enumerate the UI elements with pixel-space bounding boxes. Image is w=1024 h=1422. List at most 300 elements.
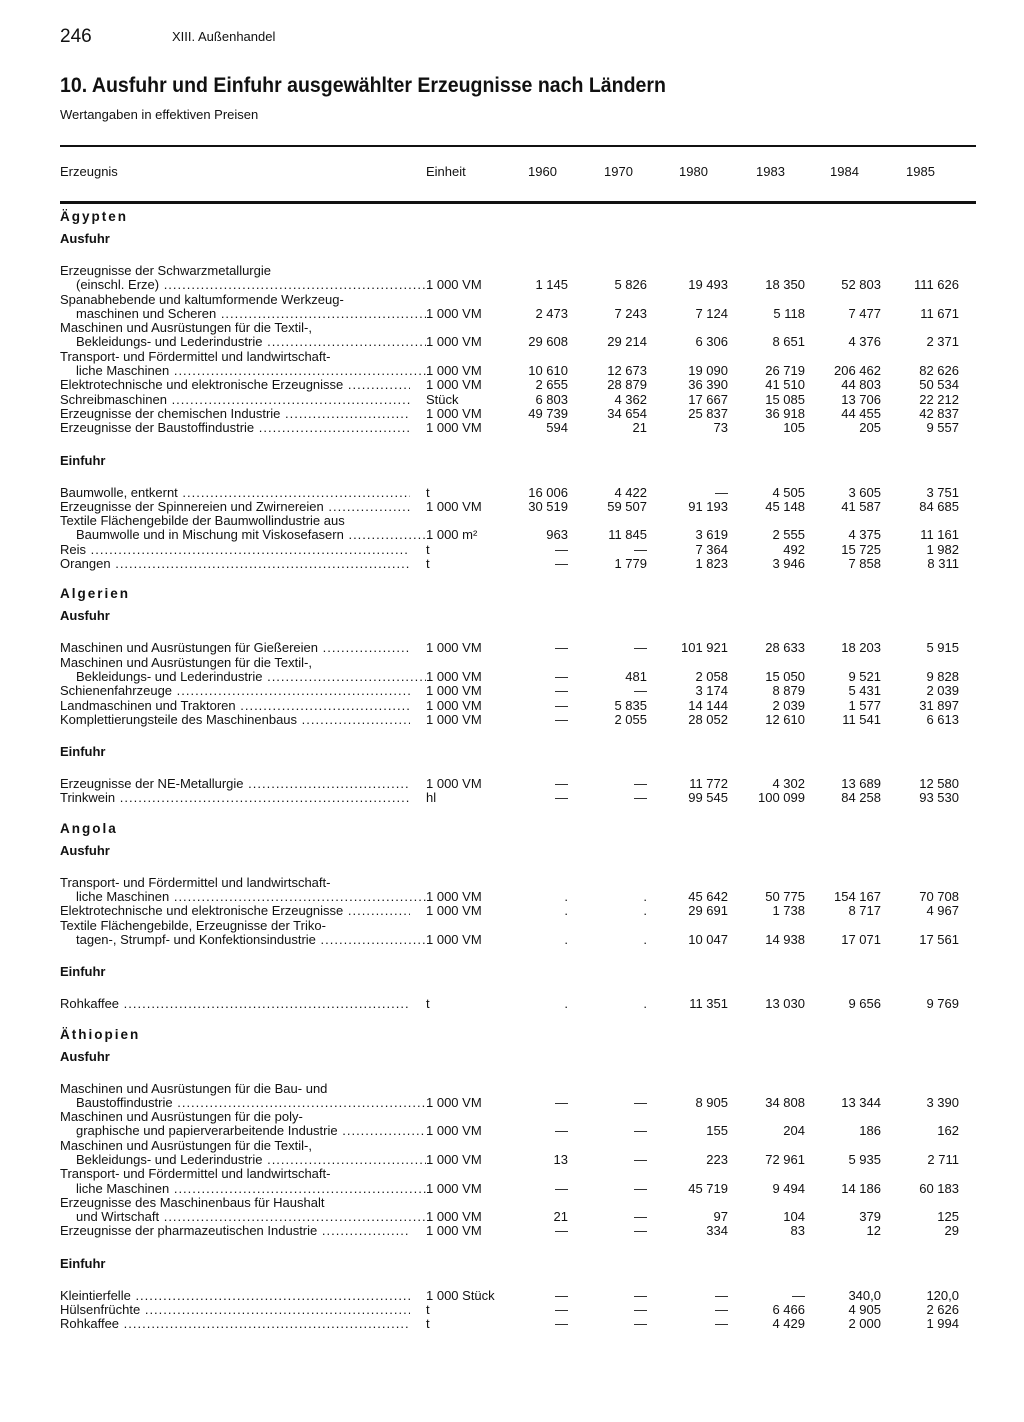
- product-label: Rohkaffee .....: [60, 997, 410, 1011]
- table-row-continued: [60, 264, 976, 278]
- product-label: Bekleidungs- und Lederindustrie .....: [60, 1153, 426, 1167]
- value-cell: .: [643, 889, 647, 905]
- value-cell: 1 994: [926, 1316, 959, 1332]
- value-cell: —: [715, 1287, 728, 1303]
- table-row-continued: [60, 919, 976, 933]
- table-row: [60, 997, 976, 1011]
- value-cell: 45 148: [765, 498, 805, 514]
- product-label: Baustoffindustrie .....: [60, 1096, 426, 1110]
- value-cell: 29 608: [528, 334, 568, 350]
- table-row: [60, 1182, 976, 1196]
- value-cell: 15 050: [765, 668, 805, 684]
- unit-cell: 1 000 VM: [426, 1180, 482, 1196]
- value-cell: .: [564, 931, 568, 947]
- value-cell: 30 519: [528, 498, 568, 514]
- value-cell: —: [555, 1316, 568, 1332]
- product-label: Maschinen und Ausrüstungen für die poly-: [60, 1110, 303, 1125]
- value-cell: 3 751: [926, 484, 959, 500]
- value-cell: 120,0: [926, 1287, 959, 1303]
- value-cell: —: [555, 1302, 568, 1318]
- value-cell: —: [555, 1287, 568, 1303]
- value-cell: 4 302: [772, 776, 805, 792]
- product-label: Bekleidungs- und Lederindustrie .....: [60, 670, 426, 684]
- value-cell: —: [634, 1287, 647, 1303]
- value-cell: —: [634, 1151, 647, 1167]
- product-label: maschinen und Scheren .....: [60, 307, 426, 321]
- value-cell: —: [634, 683, 647, 699]
- value-cell: —: [555, 776, 568, 792]
- product-label: Baumwolle und in Mischung mit Viskosefasern .....: [60, 528, 426, 542]
- value-cell: 19 493: [688, 277, 728, 293]
- header-1970: 1970: [604, 164, 633, 179]
- unit-cell: 1 000 VM: [426, 498, 482, 514]
- table-row: [60, 486, 976, 500]
- value-cell: 60 183: [919, 1180, 959, 1196]
- section-spacer: [60, 947, 976, 961]
- unit-cell: t: [426, 556, 430, 572]
- value-cell: 206 462: [834, 363, 881, 379]
- product-label: Erzeugnisse der pharmazeutischen Industrie .....: [60, 1224, 410, 1238]
- value-cell: 31 897: [919, 697, 959, 713]
- table-row: [60, 1124, 976, 1138]
- value-cell: 5 935: [848, 1151, 881, 1167]
- table-row-continued: [60, 1110, 976, 1124]
- value-cell: —: [555, 790, 568, 806]
- value-cell: 36 390: [688, 377, 728, 393]
- value-cell: —: [634, 640, 647, 656]
- product-label: Erzeugnisse der chemischen Industrie .....: [60, 407, 410, 421]
- value-cell: —: [792, 1287, 805, 1303]
- value-cell: —: [634, 1223, 647, 1239]
- value-cell: 481: [625, 668, 647, 684]
- value-cell: 14 144: [688, 697, 728, 713]
- table-row: [60, 407, 976, 421]
- table-row: [60, 1224, 976, 1238]
- value-cell: 7 243: [614, 305, 647, 321]
- value-cell: 29: [944, 1223, 959, 1239]
- value-cell: 1 738: [772, 903, 805, 919]
- value-cell: 17 071: [841, 931, 881, 947]
- value-cell: —: [634, 1209, 647, 1225]
- value-cell: 36 918: [765, 405, 805, 421]
- unit-cell: 1 000 VM: [426, 1094, 482, 1110]
- header-rule: [60, 201, 976, 204]
- section-spacer: [60, 983, 976, 997]
- value-cell: 25 837: [688, 405, 728, 421]
- header-1985: 1985: [906, 164, 935, 179]
- value-cell: 7 124: [695, 305, 728, 321]
- value-cell: .: [564, 903, 568, 919]
- value-cell: 5 835: [614, 697, 647, 713]
- table-row: [60, 528, 976, 542]
- unit-cell: 1 000 VM: [426, 363, 482, 379]
- value-cell: 52 803: [841, 277, 881, 293]
- value-cell: —: [634, 776, 647, 792]
- value-cell: 34 808: [765, 1094, 805, 1110]
- product-label: Erzeugnisse der Schwarzmetallurgie: [60, 264, 271, 278]
- header-1980: 1980: [679, 164, 708, 179]
- value-cell: 21: [553, 1209, 568, 1225]
- product-label: Kleintierfelle .....: [60, 1289, 410, 1303]
- product-label: Erzeugnisse der NE-Metallurgie .....: [60, 777, 410, 791]
- value-cell: —: [634, 1094, 647, 1110]
- value-cell: 6 466: [772, 1302, 805, 1318]
- value-cell: 14 186: [841, 1180, 881, 1196]
- table-row: [60, 278, 976, 292]
- value-cell: 5 826: [614, 277, 647, 293]
- product-label: graphische und papierverarbeitende Industrie .....: [60, 1124, 426, 1138]
- value-cell: 11 671: [920, 305, 959, 321]
- table-row-continued: [60, 293, 976, 307]
- unit-cell: 1 000 m²: [426, 527, 478, 543]
- value-cell: 111 626: [913, 277, 959, 293]
- section-spacer: [60, 1239, 976, 1253]
- value-cell: 3 605: [848, 484, 881, 500]
- value-cell: 3 174: [695, 683, 728, 699]
- value-cell: 5 118: [773, 305, 805, 321]
- table-row-continued: [60, 1139, 976, 1153]
- value-cell: 125: [937, 1209, 959, 1225]
- value-cell: 12: [866, 1223, 881, 1239]
- value-cell: 9 494: [772, 1180, 805, 1196]
- value-cell: 15 725: [841, 541, 881, 557]
- table-row: [60, 890, 976, 904]
- value-cell: 3 946: [772, 556, 805, 572]
- table-row: [60, 670, 976, 684]
- product-label: Erzeugnisse der Spinnereien und Zwirnereien .....: [60, 500, 410, 514]
- product-label: Maschinen und Ausrüstungen für die Bau- und: [60, 1081, 328, 1096]
- value-cell: 5 431: [848, 683, 881, 699]
- value-cell: 41 587: [841, 498, 881, 514]
- value-cell: —: [555, 697, 568, 713]
- product-label: (einschl. Erze) .....: [60, 278, 426, 292]
- value-cell: 29 691: [688, 903, 728, 919]
- value-cell: 162: [937, 1123, 959, 1139]
- header-1983: 1983: [756, 164, 785, 179]
- section-spacer: [60, 250, 976, 264]
- value-cell: 4 362: [614, 391, 647, 407]
- value-cell: 2 039: [772, 697, 805, 713]
- value-cell: 13 689: [841, 776, 881, 792]
- value-cell: 1 982: [926, 541, 959, 557]
- value-cell: 12 580: [919, 776, 959, 792]
- value-cell: 29 214: [607, 334, 647, 350]
- value-cell: 97: [713, 1209, 728, 1225]
- value-cell: 9 557: [926, 420, 959, 436]
- value-cell: —: [555, 640, 568, 656]
- value-cell: 2 711: [927, 1151, 959, 1167]
- value-cell: —: [555, 1094, 568, 1110]
- value-cell: 100 099: [758, 790, 805, 806]
- value-cell: 22 212: [919, 391, 959, 407]
- section-heading: Einfuhr: [60, 452, 106, 468]
- value-cell: 17 667: [688, 391, 728, 407]
- value-cell: 11 845: [608, 527, 647, 543]
- value-cell: 2 371: [926, 334, 959, 350]
- table-title: 10. Ausfuhr und Einfuhr ausgewählter Erzeugnisse nach Ländern: [60, 74, 666, 97]
- value-cell: 5 915: [926, 640, 959, 656]
- value-cell: —: [634, 790, 647, 806]
- value-cell: —: [555, 1223, 568, 1239]
- table-row: [60, 1317, 976, 1331]
- table-row-continued: [60, 321, 976, 335]
- unit-cell: t: [426, 1316, 430, 1332]
- value-cell: 41 510: [765, 377, 805, 393]
- value-cell: 4 375: [848, 527, 881, 543]
- unit-cell: 1 000 VM: [426, 683, 482, 699]
- table-row-continued: [60, 514, 976, 528]
- value-cell: 11 161: [920, 527, 959, 543]
- section-spacer: [60, 862, 976, 876]
- unit-cell: 1 000 VM: [426, 377, 482, 393]
- table-row-continued: [60, 876, 976, 890]
- section-heading: Ausfuhr: [60, 842, 110, 858]
- table-row: [60, 421, 976, 435]
- unit-cell: 1 000 VM: [426, 1223, 482, 1239]
- unit-cell: 1 000 VM: [426, 697, 482, 713]
- chapter-title: XIII. Außenhandel: [172, 29, 276, 44]
- section-heading: Ausfuhr: [60, 608, 110, 624]
- section-heading: Einfuhr: [60, 744, 106, 760]
- value-cell: 8 651: [772, 334, 805, 350]
- unit-cell: hl: [426, 790, 437, 806]
- value-cell: —: [715, 1316, 728, 1332]
- value-cell: .: [564, 889, 568, 905]
- value-cell: 13 344: [841, 1094, 881, 1110]
- value-cell: 8 905: [695, 1094, 728, 1110]
- value-cell: 14 938: [765, 931, 805, 947]
- value-cell: 18 350: [765, 277, 805, 293]
- product-label: Elektrotechnische und elektronische Erzeugnisse .....: [60, 904, 410, 918]
- value-cell: .: [643, 903, 647, 919]
- value-cell: 11 772: [689, 776, 728, 792]
- value-cell: 379: [859, 1209, 881, 1225]
- product-label: Maschinen und Ausrüstungen für die Textil-,: [60, 321, 312, 336]
- value-cell: 50 534: [919, 377, 959, 393]
- product-label: Maschinen und Ausrüstungen für die Textil-,: [60, 1138, 312, 1153]
- product-label: Baumwolle, entkernt .....: [60, 486, 410, 500]
- table-subtitle: Wertangaben in effektiven Preisen: [60, 107, 259, 122]
- product-label: tagen-, Strumpf- und Konfektionsindustrie .....: [60, 933, 426, 947]
- unit-cell: Stück: [426, 391, 459, 407]
- value-cell: 340,0: [848, 1287, 881, 1303]
- value-cell: —: [715, 1302, 728, 1318]
- table-row: [60, 713, 976, 727]
- unit-cell: 1 000 VM: [426, 776, 482, 792]
- value-cell: 154 167: [834, 889, 881, 905]
- value-cell: 73: [713, 420, 728, 436]
- table-row: [60, 1153, 976, 1167]
- value-cell: 4 967: [926, 903, 959, 919]
- table-row-continued: [60, 350, 976, 364]
- unit-cell: 1 000 VM: [426, 405, 482, 421]
- product-label: Hülsenfrüchte .....: [60, 1303, 410, 1317]
- value-cell: 2 039: [926, 683, 959, 699]
- value-cell: 9 656: [848, 996, 881, 1012]
- value-cell: —: [555, 1180, 568, 1196]
- table-row-continued: [60, 1196, 976, 1210]
- value-cell: —: [555, 1123, 568, 1139]
- value-cell: 8 717: [848, 903, 881, 919]
- header-einheit: Einheit: [426, 164, 466, 179]
- value-cell: 6 306: [695, 334, 728, 350]
- table-row: [60, 1303, 976, 1317]
- value-cell: 84 258: [841, 790, 881, 806]
- unit-cell: 1 000 Stück: [426, 1287, 495, 1303]
- table-row-continued: [60, 1082, 976, 1096]
- value-cell: 83: [790, 1223, 805, 1239]
- product-label: Transport- und Fördermittel und landwirtschaft-: [60, 1167, 331, 1182]
- table-body: [60, 206, 976, 1332]
- unit-cell: t: [426, 1302, 430, 1318]
- section-spacer: [60, 1068, 976, 1082]
- section-heading: Einfuhr: [60, 964, 106, 980]
- value-cell: 91 193: [688, 498, 728, 514]
- section-heading: Einfuhr: [60, 1255, 106, 1271]
- country-heading: Angola: [60, 820, 118, 836]
- value-cell: 12 673: [607, 363, 647, 379]
- product-label: Rohkaffee .....: [60, 1317, 410, 1331]
- value-cell: 28 633: [765, 640, 805, 656]
- value-cell: 44 803: [841, 377, 881, 393]
- section-heading: Ausfuhr: [60, 231, 110, 246]
- table-row: [60, 777, 976, 791]
- section-spacer: [60, 472, 976, 486]
- value-cell: 3 619: [695, 527, 728, 543]
- value-cell: 1 779: [614, 556, 647, 572]
- value-cell: 28 052: [688, 711, 728, 727]
- section-spacer: [60, 727, 976, 741]
- country-heading: Algerien: [60, 586, 131, 602]
- table-row: [60, 904, 976, 918]
- value-cell: 13 706: [841, 391, 881, 407]
- value-cell: 28 879: [607, 377, 647, 393]
- value-cell: 11 351: [689, 996, 728, 1012]
- product-label: und Wirtschaft .....: [60, 1210, 426, 1224]
- value-cell: —: [634, 1123, 647, 1139]
- product-label: Reis .....: [60, 543, 410, 557]
- section-spacer: [60, 763, 976, 777]
- value-cell: 9 521: [848, 668, 881, 684]
- table-row-continued: [60, 656, 976, 670]
- value-cell: 223: [706, 1151, 728, 1167]
- value-cell: 11 541: [842, 711, 881, 727]
- value-cell: —: [634, 1302, 647, 1318]
- value-cell: 99 545: [688, 790, 728, 806]
- section-spacer: [60, 627, 976, 641]
- value-cell: 4 505: [772, 484, 805, 500]
- table-header: [60, 164, 976, 180]
- unit-cell: t: [426, 484, 430, 500]
- country-heading: Ägypten: [60, 209, 128, 224]
- unit-cell: 1 000 VM: [426, 1209, 482, 1225]
- value-cell: 492: [783, 541, 805, 557]
- value-cell: —: [555, 668, 568, 684]
- value-cell: 3 390: [926, 1094, 959, 1110]
- table-row: [60, 1289, 976, 1303]
- value-cell: 2 655: [535, 377, 568, 393]
- value-cell: 6 613: [926, 711, 959, 727]
- product-label: Bekleidungs- und Lederindustrie .....: [60, 335, 426, 349]
- value-cell: 1 145: [535, 277, 568, 293]
- table-row: [60, 307, 976, 321]
- table-row: [60, 378, 976, 392]
- table-row: [60, 641, 976, 655]
- value-cell: 4 429: [772, 1316, 805, 1332]
- value-cell: —: [715, 484, 728, 500]
- value-cell: 104: [783, 1209, 805, 1225]
- value-cell: 10 047: [688, 931, 728, 947]
- value-cell: 7 858: [848, 556, 881, 572]
- value-cell: 186: [859, 1123, 881, 1139]
- value-cell: 21: [632, 420, 647, 436]
- product-label: Erzeugnisse des Maschinenbaus für Haushalt: [60, 1195, 325, 1210]
- product-label: Maschinen und Ausrüstungen für die Textil-,: [60, 655, 312, 670]
- value-cell: .: [643, 996, 647, 1012]
- value-cell: 2 055: [614, 711, 647, 727]
- value-cell: 34 654: [607, 405, 647, 421]
- value-cell: 12 610: [765, 711, 805, 727]
- value-cell: —: [555, 556, 568, 572]
- value-cell: 26 719: [765, 363, 805, 379]
- table-row: [60, 364, 976, 378]
- value-cell: 72 961: [765, 1151, 805, 1167]
- value-cell: 82 626: [919, 363, 959, 379]
- value-cell: 15 085: [765, 391, 805, 407]
- value-cell: 50 775: [765, 889, 805, 905]
- value-cell: .: [564, 996, 568, 1012]
- unit-cell: 1 000 VM: [426, 903, 482, 919]
- value-cell: 9 828: [926, 668, 959, 684]
- unit-cell: 1 000 VM: [426, 889, 482, 905]
- product-label: Schreibmaschinen .....: [60, 393, 410, 407]
- section-spacer: [60, 1275, 976, 1289]
- table-row: [60, 1096, 976, 1110]
- product-label: liche Maschinen .....: [60, 364, 426, 378]
- value-cell: 2 000: [848, 1316, 881, 1332]
- table-row: [60, 557, 976, 571]
- value-cell: 2 058: [695, 668, 728, 684]
- page-number: 246: [60, 26, 92, 47]
- value-cell: 204: [783, 1123, 805, 1139]
- product-label: Trinkwein .....: [60, 791, 410, 805]
- value-cell: —: [555, 541, 568, 557]
- value-cell: 42 837: [919, 405, 959, 421]
- table-row: [60, 335, 976, 349]
- country-heading: Äthiopien: [60, 1026, 141, 1042]
- value-cell: —: [634, 1180, 647, 1196]
- value-cell: 2 473: [535, 305, 568, 321]
- product-label: Schienenfahrzeuge .....: [60, 684, 410, 698]
- value-cell: 2 555: [772, 527, 805, 543]
- value-cell: 334: [706, 1223, 728, 1239]
- table-row: [60, 684, 976, 698]
- value-cell: 2 626: [926, 1302, 959, 1318]
- value-cell: .: [643, 931, 647, 947]
- product-label: Elektrotechnische und elektronische Erzeugnisse .....: [60, 378, 410, 392]
- unit-cell: 1 000 VM: [426, 668, 482, 684]
- unit-cell: t: [426, 996, 430, 1012]
- unit-cell: 1 000 VM: [426, 931, 482, 947]
- value-cell: 13: [553, 1151, 568, 1167]
- value-cell: 7 364: [695, 541, 728, 557]
- section-spacer: [60, 436, 976, 450]
- value-cell: 10 610: [528, 363, 568, 379]
- product-label: liche Maschinen .....: [60, 890, 426, 904]
- page-header: [60, 26, 980, 50]
- value-cell: 4 905: [848, 1302, 881, 1318]
- value-cell: 963: [546, 527, 568, 543]
